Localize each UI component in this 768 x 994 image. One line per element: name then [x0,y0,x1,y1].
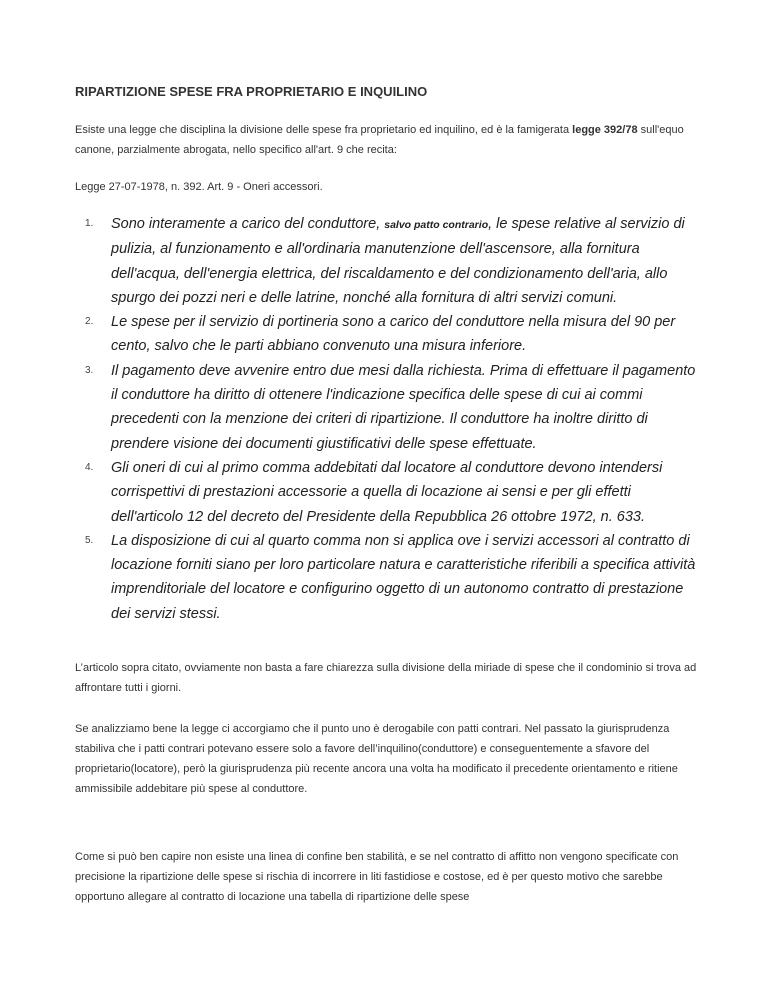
law-reference-bold: legge 392/78 [572,124,638,136]
list-item-number: 5. [85,534,94,546]
page-title: RIPARTIZIONE SPESE FRA PROPRIETARIO E INQUILINO [75,84,428,99]
list-item-text: Sono interamente a carico del conduttore, [111,216,385,232]
law-reference-line: Legge 27-07-1978, n. 392. Art. 9 - Oneri accessori. [75,181,323,193]
intro-paragraph [75,120,705,160]
paragraph-conclusion: Come si può ben capire non esiste una linea di confine ben stabilità, e se nel contratto di affitto non vengono specificate con precisione la ripartizione delle spese si rischia di incorrere in liti fastidiose e costose, ed è per questo motivo che sarebbe opportuno allegare al contratto di locazione una tabella di ripartizione delle spese [75,851,679,903]
list-item-text: Gli oneri di cui al primo comma addebitati dal locatore al conduttore devono intendersi corrispettivi di prestazioni accessorie a quella di locazione ai sensi e per gli effetti dell'articolo 12 del decreto del Presidente della Repubblica 26 ottobre 1972, n. 633. [111,459,663,525]
list-item-text: Le spese per il servizio di portineria sono a carico del conduttore nella misura del 90 per cento, salvo che le parti abbiano convenuto una misura inferiore. [111,314,676,355]
list-item [75,310,705,359]
list-item-number: 2. [85,316,94,328]
list-item-text-end: , le spese relative al servizio di pulizia, al funzionamento e all'ordinaria manutenzione dell'ascensore, alla fornitura dell'acqua, dell'energia elettrica, del riscaldamento e del condizionamento dell'aria, allo spurgo dei pozzi neri e delle latrine, nonché alla fornitura di altri servizi comuni. [111,216,685,306]
list-item-number: 1. [85,218,94,229]
list-item [75,359,705,456]
list-item [75,529,705,626]
paragraph-jurisprudence: Se analizziamo bene la legge ci accorgiamo che il punto uno è derogabile con patti contrari. Nel passato la giurisprudenza stabiliva che i patti contrari potevano essere solo a favore dell’inquilino(conduttore) e conseguentemente a sfavore del proprietario(locatore), però la giurisprudenza più recente ancora una volta ha modificato il precedente orientamento e ritiene ammissibile addebitare più spese al conduttore. [75,723,678,795]
list-item [75,212,705,310]
list-item-number: 3. [85,364,94,376]
list-item-number: 4. [85,461,94,473]
intro-text-start: Esiste una legge che disciplina la divisione delle spese fra proprietario ed inquilino, ed è la famigerata [75,124,573,136]
list-item-text: La disposizione di cui al quarto comma non si applica ove i servizi accessori al contratto di locazione forniti siano per loro particolare natura e caratteristiche riferibili a specifica attività imprenditoriale del locatore e configurino oggetto di un autonomo contratto di prestazione dei servizi stessi. [111,532,696,622]
intro-text-end: sull'equo canone, parzialmente abrogata, nello specifico all'art. 9 che recita: [75,124,684,156]
list-item-text: Il pagamento deve avvenire entro due mesi dalla richiesta. Prima di effettuare il pagamento il conduttore ha diritto di ottenere l'indicazione specifica delle spese di cui ai commi precedenti con la menzione dei criteri di ripartizione. Il conduttore ha inoltre diritto di prendere visione dei documenti giustificativi delle spese effettuate. [111,362,696,452]
paragraph-commentary: L’articolo sopra citato, ovviamente non basta a fare chiarezza sulla divisione della miriade di spese che il condominio si trova ad affrontare tutti i giorni. [75,662,697,694]
list-item-bold-text: salvo patto contrario [384,219,489,231]
article-list [75,212,705,626]
list-item [75,456,705,529]
